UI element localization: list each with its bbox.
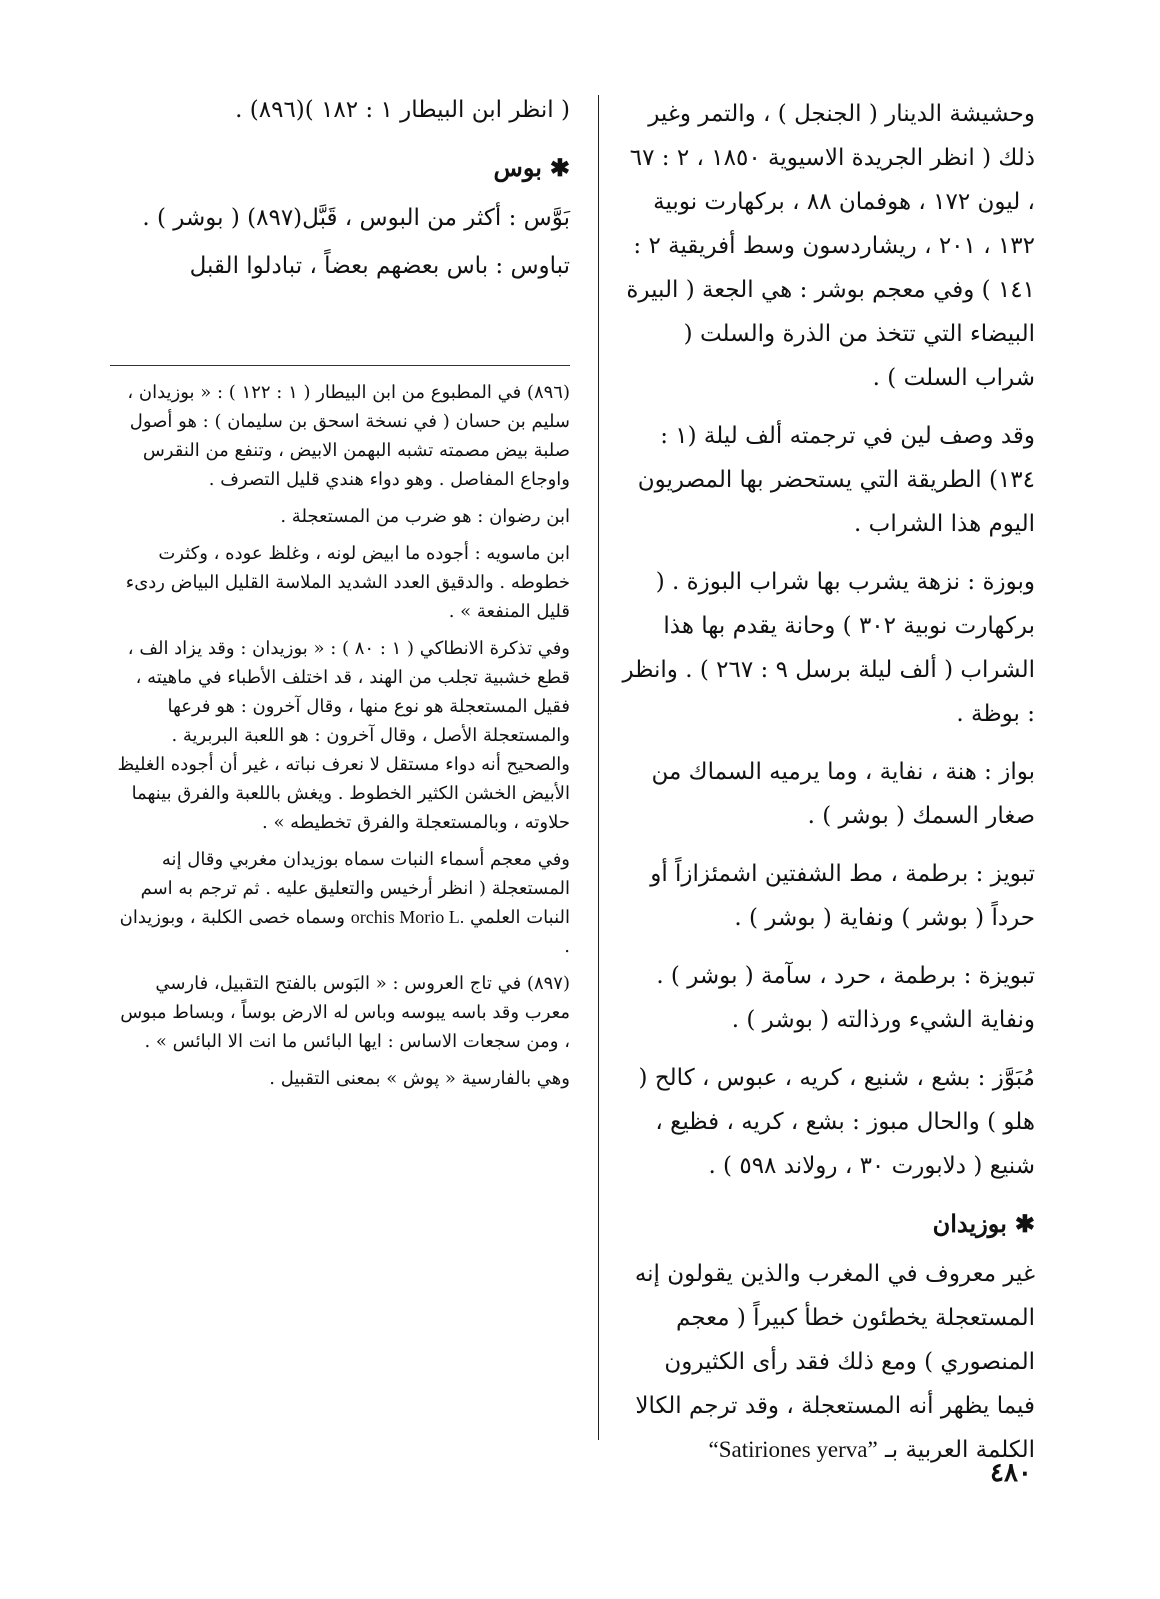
footnote: ابن ماسويه : أجوده ما ابيض لونه ، وغلظ عوده ، وكثرت خطوطه . والدقيق العدد الشديد الملاسة القليل البياض ردىء قليل المنفعة » . [125,543,570,622]
entry-heading [620,1202,1035,1246]
footnote: (٨٩٧) في تاج العروس : « البَوس بالفتح التقبيل، فارسي معرب وقد باسه يبوسه وباس له الارض بوساً ، وبساط مبوس ، ومن سجعات الاساس : ايها البائس ما انت الا البائس » . [120,973,570,1052]
latin-term: orchis Morio L. [350,907,465,927]
page-number: ٤٨٠ [990,1458,1032,1488]
footnote [110,845,570,961]
asterisk-icon: ✱ [1014,1209,1035,1238]
entry-heading-text: بوزيدان [932,1209,1007,1238]
asterisk-icon: ✱ [549,153,570,182]
footnotes [110,378,570,1101]
footnote-text: وفي معجم أسماء النبات سماه بوزيدان مغربي وقال إنه المستعجلة ( انظر أرخيس والتعليق عليه . ثم ترجم به اسم النبات العلمي [140,849,570,928]
footnote: وفي تذكرة الانطاكي ( ١ : ٨٠ ) : « بوزيدان : وقد يزاد الف ، قطع خشبية تجلب من الهند ، قد اختلف الأطباء في ماهيته ، فقيل المستعجلة هو نوع منها ، وقال آخرون : هو فرعها والمستعجلة الأصل ، وقال آخرون : هو اللعبة البربرية . والصحيح أنه دواء مستقل لا نعرف نباته ، غير أن أجوده الغليظ الأبيض الخشن الكثير الخطوط . ويغش باللعبة والفرق بينهما حلاوته ، وبالمستعجلة والفرق تخطيطه » . [117,638,570,833]
paragraph-text: غير معروف في المغرب والذين يقولون إنه المستعجلة يخطئون خطأ كبيراً ( معجم المنصوري ) ومع ذلك فقد رأى الكثيرون فيما يظهر أنه المستعجلة ، وقد ترجم الكالا الكلمة العربية بـ [634,1261,1035,1463]
paragraph: وقد وصف لين في ترجمته ألف ليلة (١ : ١٣٤) الطريقة التي يستحضر بها المصريون اليوم هذا الشراب . [637,423,1035,537]
footnote: (٨٩٦) في المطبوع من ابن البيطار ( ١ : ١٢٢ ) : « بوزيدان ، سليم بن حسان ( في نسخة اسحق بن سليمان ) : هو أصول صلبة بيض مصمته تشبه البهمن الابيض ، وتنفع من النقرس واوجاع المفاصل . وهو دواء هندي قليل التصرف . [127,382,570,490]
paragraph: بواز : هنة ، نفاية ، وما يرميه السماك من صغار السمك ( بوشر ) . [651,759,1035,829]
footnote: ابن رضوان : هو ضرب من المستعجلة . [280,506,570,527]
paragraph: تبويز : برطمة ، مط الشفتين اشمئزازاً أو حرداً ( بوشر ) ونفاية ( بوشر ) . [650,861,1035,931]
paragraph: وبوزة : نزهة يشرب بها شراب البوزة . ( بركهارت نوبية ٣٠٢ ) وحانة يقدم بها هذا الشراب ( ألف ليلة برسل ٩ : ٢٦٧ ) . وانظر : بوظة . [622,569,1035,727]
entry-heading [110,146,570,190]
footnote: وهي بالفارسية « پوش » بمعنى التقبيل . [269,1068,570,1089]
right-column [620,92,1035,1486]
footnote-separator [110,365,570,366]
paragraph: تباوس : باس بعضهم بعضاً ، تبادلوا القبل [189,253,570,279]
column-divider [598,95,599,1440]
paragraph: تبويزة : برطمة ، حرد ، سآمة ( بوشر ) . ونفاية الشيء ورذالته ( بوشر ) . [656,963,1035,1033]
left-column [110,88,570,302]
latin-term: “Satiriones yerva” [708,1437,878,1462]
entry-heading-text: بوس [493,153,542,182]
footnote-text: وسماه خصى الكلبة ، وبوزيدان . [119,907,570,957]
paragraph: بَوَّس : أكثر من البوس ، قَبَّل(٨٩٧) ( بوشر ) . [142,205,570,231]
paragraph: وحشيشة الدينار ( الجنجل ) ، والتمر وغير ذلك ( انظر الجريدة الاسيوية ١٨٥٠ ، ٢ : ٦٧ ، ليون ١٧٢ ، هوفمان ٨٨ ، بركهارت نوبية ١٣٢ ، ٢٠١ ، ريشاردسون وسط أفريقية ٢ : ١٤١ ) وفي معجم بوشر : هي الجعة ( البيرة البيضاء التي تتخذ من الذرة والسلت ( شراب السلت ) . [626,101,1035,391]
paragraph: ( انظر ابن البيطار ١ : ١٨٢ )(٨٩٦) . [235,97,570,123]
paragraph: مُبَوَّز : بشع ، شنيع ، كريه ، عبوس ، كالح ( هلو ) والحال مبوز : بشع ، كريه ، فظيع ، شنيع ( دلابورت ٣٠ ، رولاند ٥٩٨ ) . [638,1065,1035,1179]
paragraph [620,1252,1035,1472]
